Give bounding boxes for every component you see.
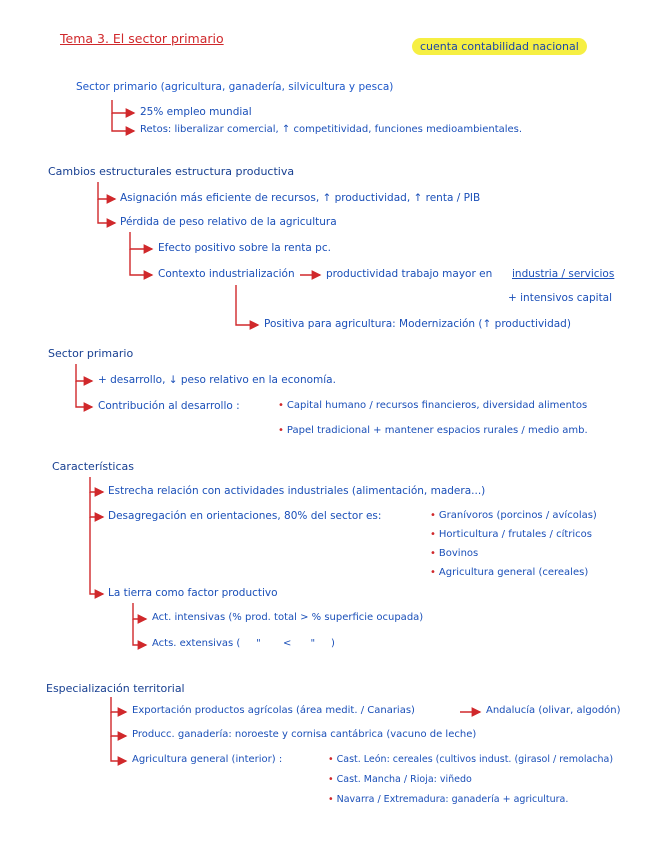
cambios-item: Pérdida de peso relativo de la agricultura	[120, 216, 337, 228]
arrow	[90, 517, 103, 594]
highlight-note: cuenta contabilidad nacional	[412, 38, 587, 55]
arrow	[112, 100, 134, 113]
arrow	[90, 477, 103, 492]
section-heading-cambios: Cambios estructurales estructura productiva	[48, 165, 295, 178]
caract-bullet: • Agricultura general (cereales)	[430, 567, 589, 578]
arrow	[111, 736, 126, 761]
caract-bullet: • Bovinos	[430, 548, 479, 559]
arrow	[98, 199, 115, 223]
intro-item: Retos: liberalizar comercial, ↑ competitividad, funciones medioambientales.	[140, 124, 523, 135]
caract-bullet: • Granívoros (porcinos / avícolas)	[430, 510, 597, 521]
caract-item: La tierra como factor productivo	[108, 587, 278, 599]
caract-item: Estrecha relación con actividades industriales (alimentación, madera...)	[108, 485, 486, 497]
arrow	[76, 381, 92, 407]
sector-item: + desarrollo, ↓ peso relativo en la economía.	[98, 374, 336, 386]
intro-heading: Sector primario (agricultura, ganadería, silvicultura y pesca)	[76, 81, 394, 93]
sector-bullet: • Capital humano / recursos financieros, diversidad alimentos	[278, 400, 588, 411]
caract-sub: Acts. extensivas ( " < " )	[152, 638, 335, 649]
section-heading-sector: Sector primario	[48, 347, 134, 360]
arrow	[76, 364, 92, 381]
arrow	[133, 603, 146, 619]
caract-sub: Act. intensivas (% prod. total > % superficie ocupada)	[152, 612, 424, 623]
section-heading-caracteristicas: Características	[52, 460, 135, 473]
cambios-sub: Contexto industrialización	[158, 268, 295, 280]
cambios-sub-underlined: industria / servicios	[512, 268, 615, 280]
arrow	[90, 492, 103, 517]
espec-item: Andalucía (olivar, algodón)	[486, 705, 621, 716]
caract-item: Desagregación en orientaciones, 80% del sector es:	[108, 510, 382, 522]
page-title: Tema 3. El sector primario	[60, 31, 224, 46]
cambios-sub: Efecto positivo sobre la renta pc.	[158, 242, 331, 254]
cambios-sub: Positiva para agricultura: Modernización (↑ productividad)	[264, 318, 571, 330]
espec-item: Producc. ganadería: noroeste y cornisa cantábrica (vacuno de leche)	[132, 729, 477, 740]
caract-bullet: • Horticultura / frutales / cítricos	[430, 529, 592, 540]
arrow	[111, 712, 126, 736]
cambios-note: + intensivos capital	[508, 292, 613, 304]
arrow	[133, 619, 146, 645]
arrow	[112, 113, 134, 131]
sector-bullet: • Papel tradicional + mantener espacios rurales / medio amb.	[278, 425, 588, 436]
cambios-item: Asignación más eficiente de recursos, ↑ productividad, ↑ renta / PIB	[120, 192, 481, 204]
intro-item: 25% empleo mundial	[140, 106, 252, 118]
espec-item: Exportación productos agrícolas (área medit. / Canarias)	[132, 705, 415, 716]
sector-item: Contribución al desarrollo :	[98, 400, 240, 412]
arrow	[111, 697, 126, 712]
arrow	[236, 285, 258, 325]
espec-item: Agricultura general (interior) :	[132, 754, 283, 765]
arrow	[130, 249, 152, 275]
espec-bullet: • Cast. León: cereales (cultivos indust. (girasol / remolacha)	[328, 754, 614, 765]
section-heading-especializacion: Especialización territorial	[46, 682, 185, 695]
espec-bullet: • Navarra / Extremadura: ganadería + agricultura.	[328, 794, 569, 805]
arrow	[98, 182, 115, 199]
espec-bullet: • Cast. Mancha / Rioja: viñedo	[328, 774, 472, 785]
cambios-sub: productividad trabajo mayor en	[326, 268, 493, 280]
arrow	[130, 232, 152, 249]
